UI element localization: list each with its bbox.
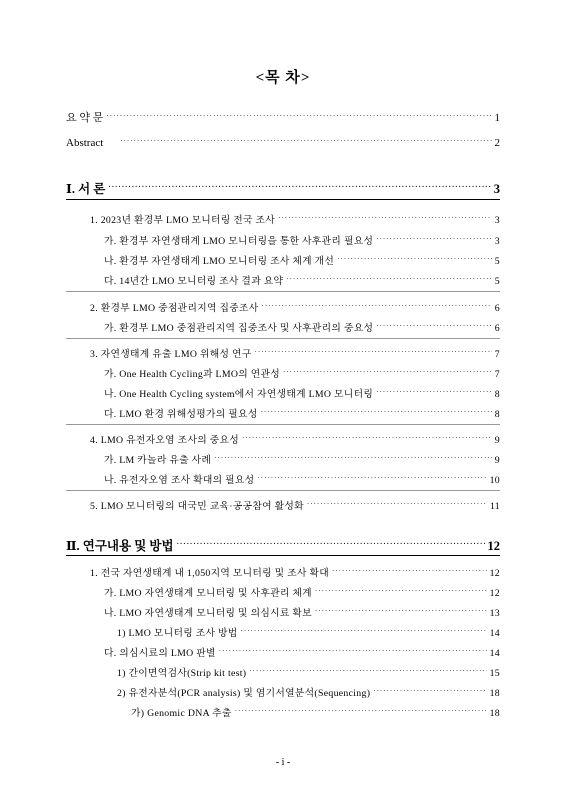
toc-entry-page: 14: [489, 648, 500, 659]
toc-entry-label: 1. 2023년 환경부 LMO 모니터링 전국 조사: [90, 215, 276, 226]
toc-entry-page: 11: [489, 501, 500, 512]
toc-entry-page: 12: [489, 568, 500, 579]
toc-title: <목 차>: [255, 70, 311, 86]
toc-entry-label: 가. One Health Cycling과 LMO의 연관성: [104, 369, 281, 380]
toc-entry-label: 가. LM 카놀라 유출 사례: [104, 455, 212, 466]
leader-dots: [376, 322, 492, 330]
leader-dots: [214, 454, 492, 462]
toc-entry[interactable]: [90, 498, 500, 512]
leader-dots: [307, 500, 487, 508]
leader-dots: [235, 707, 487, 715]
leader-dots: [315, 587, 487, 595]
section-divider: [66, 338, 500, 339]
leader-dots: [219, 647, 487, 655]
toc-entry-summary[interactable]: [66, 109, 500, 125]
toc-entry-label: 4. LMO 유전자오염 조사의 중요성: [90, 435, 240, 446]
toc-entry[interactable]: [104, 605, 500, 619]
toc-entry[interactable]: [104, 366, 500, 380]
toc-entry-page: 8: [494, 389, 500, 400]
leader-dots: [261, 408, 492, 416]
toc-entry-page: 10: [489, 475, 500, 486]
toc-entry[interactable]: [104, 253, 500, 267]
toc-entry-label: 다. LMO 환경 위해성평가의 필요성: [104, 409, 258, 420]
toc-entry[interactable]: [104, 452, 500, 466]
toc-entry-label: 요 약 문: [66, 112, 104, 124]
toc-entry-page: 14: [489, 628, 500, 639]
toc-entry[interactable]: [104, 386, 500, 400]
toc-chapter-2[interactable]: [66, 536, 500, 554]
toc-entry[interactable]: [90, 300, 500, 314]
leader-dots: [257, 474, 486, 482]
section-divider: [66, 424, 500, 425]
toc-entry[interactable]: [104, 645, 500, 659]
toc-entry-label: 2. 환경부 LMO 중점관리지역 집중조사: [90, 303, 259, 314]
leader-dots: [278, 214, 492, 222]
toc-entry-page: 13: [489, 608, 500, 619]
toc-entry-page: 3: [494, 215, 500, 226]
leader-dots: [376, 235, 492, 243]
toc-entry-page: 12: [489, 588, 500, 599]
toc-entry-label: 다. 14년간 LMO 모니터링 조사 결과 요약: [104, 276, 284, 287]
toc-entry[interactable]: [104, 406, 500, 420]
toc-entry[interactable]: [117, 685, 500, 699]
toc-chapter-1[interactable]: [66, 179, 500, 197]
toc-entry[interactable]: [104, 320, 500, 334]
toc-entry-page: 15: [489, 668, 500, 679]
toc-entry[interactable]: [131, 705, 500, 719]
toc-entry-page: 2: [494, 137, 500, 149]
toc-entry-page: 6: [494, 323, 500, 334]
toc-entry-page: 5: [494, 256, 500, 267]
toc-entry-label: 가. 환경부 자연생태계 LMO 모니터링을 통한 사후관리 필요성: [104, 236, 374, 247]
leader-dots: [242, 434, 492, 442]
leader-dots: [262, 302, 492, 310]
toc-entry-page: 3: [493, 182, 500, 196]
toc-entry-page: 8: [494, 409, 500, 420]
toc-entry-page: 9: [494, 455, 500, 466]
toc-entry-label: 1. 전국 자연생태계 내 1,050지역 모니터링 및 조사 확대: [90, 568, 329, 579]
toc-entry-page: 7: [494, 349, 500, 360]
toc-entry[interactable]: [104, 273, 500, 287]
toc-entry-label: Ⅰ. 서 론: [66, 182, 106, 196]
toc-entry-page: 1: [494, 112, 500, 124]
toc-entry[interactable]: [104, 472, 500, 486]
toc-entry-abstract[interactable]: [66, 137, 500, 149]
chapter-divider: [66, 199, 500, 200]
toc-entry[interactable]: [104, 585, 500, 599]
leader-dots: [106, 112, 491, 120]
leader-dots: [373, 687, 486, 695]
leader-dots: [108, 183, 490, 191]
toc-entry-page: 18: [489, 688, 500, 699]
toc-entry-label: 나. 환경부 자연생태계 LMO 모니터링 조사 체계 개선: [104, 256, 335, 267]
toc-entry-label: 나. 유전자오염 조사 확대의 필요성: [104, 475, 255, 486]
toc-entry-page: 5: [494, 276, 500, 287]
toc-entry-page: 6: [494, 303, 500, 314]
leader-dots: [286, 275, 492, 283]
toc-entry[interactable]: [117, 625, 500, 639]
toc-entry[interactable]: [90, 432, 500, 446]
leader-dots: [241, 627, 487, 635]
leader-dots: [120, 137, 491, 145]
toc-entry[interactable]: [90, 346, 500, 360]
toc-entry[interactable]: [90, 565, 500, 579]
leader-dots: [332, 567, 487, 575]
toc-entry-label: 2) 유전자분석(PCR analysis) 및 염기서열분석(Sequencing): [117, 688, 371, 699]
toc-entry-label: 가. LMO 자연생태계 모니터링 및 사후관리 체계: [104, 588, 312, 599]
leader-dots: [255, 348, 492, 356]
toc-entry-label: 다. 의심시료의 LMO 판별: [104, 648, 216, 659]
toc-entry-label: 1) 간이면역검사(Strip kit test): [117, 668, 247, 679]
toc-entry-label: 가) Genomic DNA 추출: [131, 708, 232, 719]
toc-entry-page: 9: [494, 435, 500, 446]
leader-dots: [337, 255, 492, 263]
page-number: - i -: [275, 757, 291, 768]
toc-entry-label: 나. LMO 자연생태계 모니터링 및 의심시료 확보: [104, 608, 312, 619]
toc-entry-label: Abstract: [66, 137, 104, 149]
section-divider: [66, 490, 500, 491]
leader-dots: [283, 368, 492, 376]
toc-entry-label: 가. 환경부 LMO 중점관리지역 집중조사 및 사후관리의 중요성: [104, 323, 374, 334]
toc-entry-label: Ⅱ. 연구내용 및 방법: [66, 539, 174, 553]
toc-entry-label: 3. 자연생태계 유출 LMO 위해성 연구: [90, 349, 252, 360]
leader-dots: [249, 667, 486, 675]
toc-entry[interactable]: [117, 665, 500, 679]
section-divider: [66, 291, 500, 292]
toc-entry-page: 3: [494, 236, 500, 247]
leader-dots: [177, 540, 485, 548]
toc-entry-page: 7: [494, 369, 500, 380]
toc-entry-page: 12: [487, 539, 500, 553]
toc-entry[interactable]: [90, 212, 500, 226]
toc-entry[interactable]: [104, 233, 500, 247]
leader-dots: [376, 388, 492, 396]
leader-dots: [315, 607, 487, 615]
toc-entry-label: 나. One Health Cycling system에서 자연생태계 LMO 모니터링: [104, 389, 374, 400]
toc-entry-label: 1) LMO 모니터링 조사 방법: [117, 628, 238, 639]
toc-entry-page: 18: [489, 708, 500, 719]
toc-entry-label: 5. LMO 모니터링의 대국민 교육·공공참여 활성화: [90, 501, 304, 512]
chapter-divider: [66, 555, 500, 556]
